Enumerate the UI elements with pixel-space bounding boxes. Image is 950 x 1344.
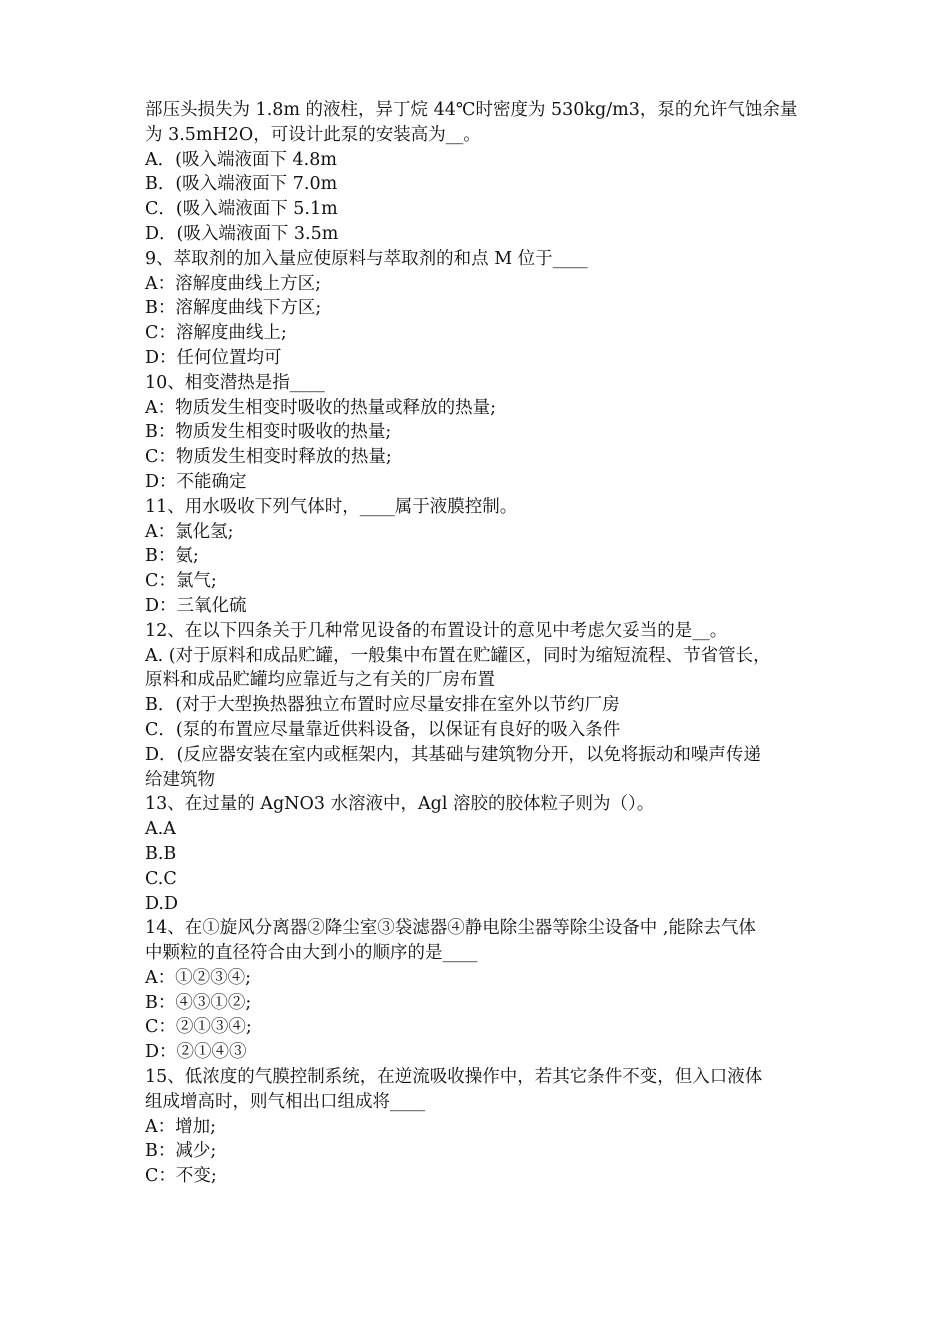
text-line: 9、萃取剂的加入量应使原料与萃取剂的和点 M 位于____ xyxy=(145,248,588,269)
text-line: A．(吸入端液面下 4.8m xyxy=(145,149,337,170)
text-line: D：三氧化硫 xyxy=(145,595,247,616)
text-line: A：增加; xyxy=(145,1116,217,1137)
text-line: 部压头损失为 1.8m 的液柱，异丁烷 44℃时密度为 530kg/m3，泵的允许气蚀余量 xyxy=(145,100,798,120)
text-line: 14、在①旋风分离器②降尘室③袋滤器④静电除尘器等除尘设备中 ,能除去气体 xyxy=(145,918,756,939)
text-line: C：不变; xyxy=(145,1166,217,1187)
text-line: D．(反应器安装在室内或框架内，其基础与建筑物分开，以免将振动和噪声传递 xyxy=(145,744,761,765)
text-line: C：氯气; xyxy=(145,571,217,592)
text-line: 为 3.5mH2O，可设计此泵的安装高为__。 xyxy=(145,124,481,145)
text-line: B．(对于大型换热器独立布置时应尽量安排在室外以节约厂房 xyxy=(145,695,620,716)
text-line: 给建筑物 xyxy=(145,769,215,790)
text-line: C：②①③④; xyxy=(145,1017,252,1038)
text-line: D：②①④③ xyxy=(145,1042,247,1063)
text-line: A.A xyxy=(145,819,176,840)
text-line: 11、用水吸收下列气体时，____属于液膜控制。 xyxy=(145,496,518,517)
document-body xyxy=(145,98,825,1189)
text-line: D.D xyxy=(145,893,179,914)
text-line: D：不能确定 xyxy=(145,471,247,492)
text-line: B：④③①②; xyxy=(145,992,252,1013)
text-line: C．(泵的布置应尽量靠近供料设备，以保证有良好的吸入条件 xyxy=(145,719,621,740)
text-line: 13、在过量的 AgNO3 水溶液中，Agl 溶胶的胶体粒子则为（）。 xyxy=(145,794,655,815)
text-line: D：任何位置均可 xyxy=(145,347,282,368)
text-line: B：溶解度曲线下方区; xyxy=(145,298,322,319)
text-line: D．(吸入端液面下 3.5m xyxy=(145,223,339,244)
text-line: 15、低浓度的气膜控制系统，在逆流吸收操作中，若其它条件不变，但入口液体 xyxy=(145,1067,763,1088)
text-line: C：物质发生相变时释放的热量; xyxy=(145,447,392,468)
text-line: A：溶解度曲线上方区; xyxy=(145,273,322,294)
text-line: B：减少; xyxy=(145,1141,217,1162)
text-line: B：物质发生相变时吸收的热量; xyxy=(145,422,392,443)
text-line: C．(吸入端液面下 5.1m xyxy=(145,199,338,220)
text-line: B．(吸入端液面下 7.0m xyxy=(145,174,338,195)
text-line: 12、在以下四条关于几种常见设备的布置设计的意见中考虑欠妥当的是__。 xyxy=(145,620,728,641)
text-line: 中颗粒的直径符合由大到小的顺序的是____ xyxy=(145,943,478,964)
text-line: C.C xyxy=(145,868,177,889)
text-line: C：溶解度曲线上; xyxy=(145,323,287,344)
text-line: 原料和成品贮罐均应靠近与之有关的厂房布置 xyxy=(145,670,495,691)
text-line: 组成增高时，则气相出口组成将____ xyxy=(145,1091,425,1112)
text-line: A：①②③④; xyxy=(145,967,252,988)
text-line: 10、相变潜热是指____ xyxy=(145,372,325,393)
text-line: B.B xyxy=(145,843,177,864)
text-line: A：物质发生相变时吸收的热量或释放的热量; xyxy=(145,397,497,418)
text-line: B：氨; xyxy=(145,546,199,567)
text-line: A. (对于原料和成品贮罐，一般集中布置在贮罐区，同时为缩短流程、节省管长， xyxy=(145,645,771,666)
text-line: A：氯化氢; xyxy=(145,521,234,542)
